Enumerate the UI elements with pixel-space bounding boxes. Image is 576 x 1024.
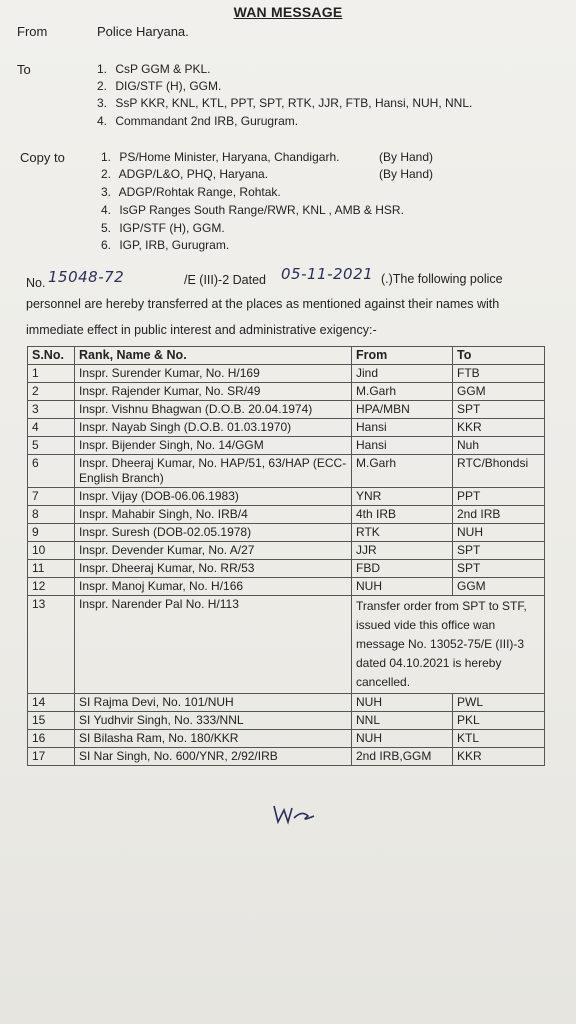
cell-from: JJR	[352, 542, 453, 560]
copy-item: 6. IGP, IRB, Gurugram.	[101, 238, 230, 252]
cell-sno: 9	[28, 524, 75, 542]
cell-name: SI Bilasha Ram, No. 180/KKR	[75, 730, 352, 748]
cell-from: FBD	[352, 560, 453, 578]
table-row	[28, 596, 545, 694]
memo-line3: immediate effect in public interest and administrative exigency:-	[26, 323, 377, 337]
cell-name: Inspr. Vijay (DOB-06.06.1983)	[75, 488, 352, 506]
cell-sno: 7	[28, 488, 75, 506]
cell-name: Inspr. Rajender Kumar, No. SR/49	[75, 383, 352, 401]
cell-to: PPT	[453, 488, 545, 506]
table-row	[28, 437, 545, 455]
cell-to: NUH	[453, 524, 545, 542]
cell-sno: 14	[28, 694, 75, 712]
cell-to: 2nd IRB	[453, 506, 545, 524]
cell-from: Hansi	[352, 437, 453, 455]
copy-item: 3. ADGP/Rohtak Range, Rohtak.	[101, 185, 281, 199]
table-row	[28, 712, 545, 730]
cell-to: KKR	[453, 748, 545, 766]
table-row	[28, 694, 545, 712]
memo-date-handwritten: 05-11-2021	[281, 265, 374, 283]
table-row	[28, 730, 545, 748]
table-row	[28, 524, 545, 542]
cell-to: PWL	[453, 694, 545, 712]
cell-sno: 3	[28, 401, 75, 419]
table-row	[28, 383, 545, 401]
cell-name: Inspr. Suresh (DOB-02.05.1978)	[75, 524, 352, 542]
cell-name: Inspr. Vishnu Bhagwan (D.O.B. 20.04.1974)	[75, 401, 352, 419]
cell-name: Inspr. Mahabir Singh, No. IRB/4	[75, 506, 352, 524]
cell-sno: 2	[28, 383, 75, 401]
cell-name: Inspr. Dheeraj Kumar, No. HAP/51, 63/HAP (ECC-English Branch)	[75, 455, 352, 488]
table-row	[28, 542, 545, 560]
header-sno: S.No.	[28, 347, 75, 365]
cell-to: KTL	[453, 730, 545, 748]
memo-number-handwritten: 15048-72	[48, 268, 125, 286]
cell-from: NUH	[352, 578, 453, 596]
cell-sno: 4	[28, 419, 75, 437]
copy-item-note: (By Hand)	[379, 167, 434, 181]
to-item: 3. SsP KKR, KNL, KTL, PPT, SPT, RTK, JJR, FTB, Hansi, NUH, NNL.	[97, 96, 473, 110]
cell-from: YNR	[352, 488, 453, 506]
to-label: To	[17, 62, 31, 77]
cell-sno: 15	[28, 712, 75, 730]
header-from: From	[352, 347, 453, 365]
memo-line2: personnel are hereby transferred at the places as mentioned against their names with	[26, 297, 500, 311]
cell-sno: 6	[28, 455, 75, 488]
cell-to: Nuh	[453, 437, 545, 455]
copy-item: 4. IsGP Ranges South Range/RWR, KNL , AMB & HSR.	[101, 203, 404, 217]
document-title: WAN MESSAGE	[233, 4, 343, 20]
table-row	[28, 748, 545, 766]
cell-sno: 13	[28, 596, 75, 694]
transfer-table	[27, 346, 545, 766]
cell-to: PKL	[453, 712, 545, 730]
copy-item: 5. IGP/STF (H), GGM.	[101, 221, 225, 235]
copy-item-note: (By Hand)	[379, 150, 434, 164]
cell-from: M.Garh	[352, 383, 453, 401]
cell-name: Inspr. Surender Kumar, No. H/169	[75, 365, 352, 383]
copy-item: 2. ADGP/L&O, PHQ, Haryana.	[101, 167, 269, 181]
cell-from: NUH	[352, 730, 453, 748]
cell-name: SI Rajma Devi, No. 101/NUH	[75, 694, 352, 712]
table-row	[28, 488, 545, 506]
table-row	[28, 365, 545, 383]
cell-from: NUH	[352, 694, 453, 712]
cell-name: SI Yudhvir Singh, No. 333/NNL	[75, 712, 352, 730]
cell-name: Inspr. Nayab Singh (D.O.B. 01.03.1970)	[75, 419, 352, 437]
cell-sno: 17	[28, 748, 75, 766]
cell-to: FTB	[453, 365, 545, 383]
cell-to: GGM	[453, 578, 545, 596]
table-row	[28, 401, 545, 419]
cell-cancel-note: Transfer order from SPT to STF, issued vide this office wan message No. 13052-75/E (III)-3 dated 04.10.2021 is hereby cancelled.	[352, 596, 545, 694]
table-row	[28, 560, 545, 578]
cell-sno: 11	[28, 560, 75, 578]
cell-sno: 16	[28, 730, 75, 748]
header-to: To	[453, 347, 545, 365]
table-row	[28, 419, 545, 437]
cell-from: RTK	[352, 524, 453, 542]
cell-name: Inspr. Devender Kumar, No. A/27	[75, 542, 352, 560]
table-header-row	[28, 347, 545, 365]
cell-sno: 5	[28, 437, 75, 455]
cell-sno: 1	[28, 365, 75, 383]
cell-from: Hansi	[352, 419, 453, 437]
copy-item: 1. PS/Home Minister, Haryana, Chandigarh.	[101, 150, 340, 164]
memo-line1-tail: (.)The following police	[381, 272, 503, 286]
cell-to: SPT	[453, 542, 545, 560]
cell-name: Inspr. Dheeraj Kumar, No. RR/53	[75, 560, 352, 578]
cell-name: SI Nar Singh, No. 600/YNR, 2/92/IRB	[75, 748, 352, 766]
memo-ref: /E (III)-2 Dated	[184, 273, 266, 287]
cell-from: M.Garh	[352, 455, 453, 488]
to-item: 4. Commandant 2nd IRB, Gurugram.	[97, 114, 299, 128]
copy-to-label: Copy to	[20, 150, 65, 165]
table-row	[28, 506, 545, 524]
cell-sno: 8	[28, 506, 75, 524]
to-item: 2. DIG/STF (H), GGM.	[97, 79, 222, 93]
cell-name: Inspr. Manoj Kumar, No. H/166	[75, 578, 352, 596]
header-name: Rank, Name & No.	[75, 347, 352, 365]
from-label: From	[17, 24, 48, 39]
cell-to: GGM	[453, 383, 545, 401]
cell-from: HPA/MBN	[352, 401, 453, 419]
cell-sno: 10	[28, 542, 75, 560]
cell-from: NNL	[352, 712, 453, 730]
cell-from: Jind	[352, 365, 453, 383]
table-row	[28, 455, 545, 488]
cell-name: Inspr. Bijender Singh, No. 14/GGM	[75, 437, 352, 455]
cell-to: KKR	[453, 419, 545, 437]
from-value: Police Haryana.	[97, 24, 189, 39]
cell-from: 2nd IRB,GGM	[352, 748, 453, 766]
cell-to: SPT	[453, 560, 545, 578]
cell-to: SPT	[453, 401, 545, 419]
to-item: 1. CsP GGM & PKL.	[97, 62, 211, 76]
cell-to: RTC/Bhondsi	[453, 455, 545, 488]
cell-sno: 12	[28, 578, 75, 596]
cell-name: Inspr. Narender Pal No. H/113	[75, 596, 352, 694]
memo-no-label: No.	[26, 276, 46, 290]
table-row	[28, 578, 545, 596]
cell-from: 4th IRB	[352, 506, 453, 524]
signature-mark	[270, 800, 330, 830]
